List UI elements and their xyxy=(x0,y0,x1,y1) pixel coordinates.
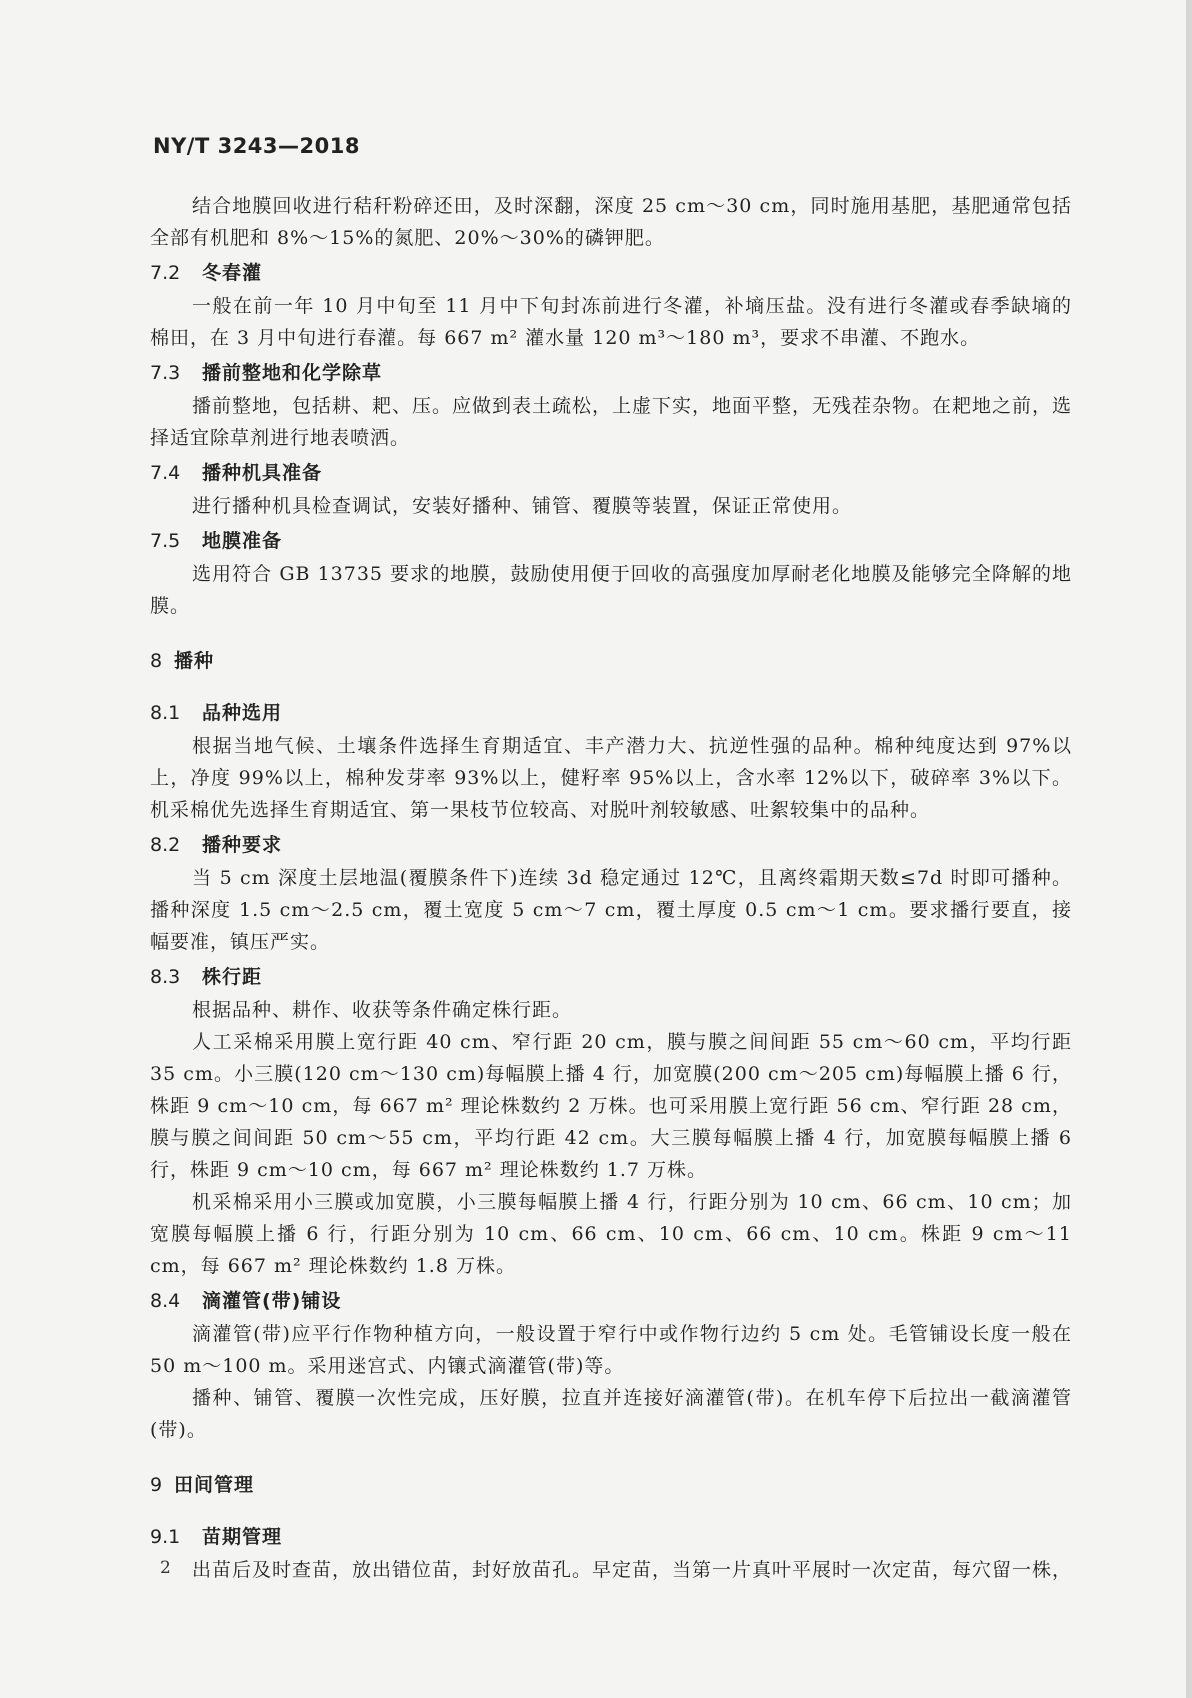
section-number: 8.1 xyxy=(150,702,181,724)
chapter-heading xyxy=(150,644,1072,678)
section-heading xyxy=(150,696,1072,730)
section-title: 播种机具准备 xyxy=(202,462,323,484)
section-heading xyxy=(150,828,1072,862)
chapter-heading xyxy=(150,1468,1072,1502)
section-title: 播种要求 xyxy=(202,834,283,856)
document-body xyxy=(150,190,1072,1586)
section-number: 7.2 xyxy=(150,262,181,284)
section-number: 8.3 xyxy=(150,966,181,988)
section-number: 9 xyxy=(150,1474,163,1496)
paragraph: 选用符合 GB 13735 要求的地膜，鼓励使用便于回收的高强度加厚耐老化地膜及能够完全降解的地膜。 xyxy=(150,563,1072,617)
section-title: 品种选用 xyxy=(202,702,283,724)
standard-code: NY/T 3243—2018 xyxy=(153,134,360,158)
section-heading xyxy=(150,256,1072,290)
paragraph: 滴灌管(带)应平行作物种植方向，一般设置于窄行中或作物行边约 5 cm 处。毛管铺设长度一般在 50 m～100 m。采用迷宫式、内镶式滴灌管(带)等。 xyxy=(150,1323,1072,1377)
paragraph: 根据品种、耕作、收获等条件确定株行距。 xyxy=(192,999,573,1021)
section-title: 播种 xyxy=(174,650,215,672)
section-title: 株行距 xyxy=(202,966,263,988)
section-heading xyxy=(150,524,1072,558)
section-title: 苗期管理 xyxy=(202,1526,283,1548)
section-heading xyxy=(150,1284,1072,1318)
paragraph: 人工采棉采用膜上宽行距 40 cm、窄行距 20 cm，膜与膜之间间距 55 cm～60 cm，平均行距 35 cm。小三膜(120 cm～130 cm)每幅膜上播 4 行，加宽膜(200 cm～205 cm)每幅膜上播 6 行，株距 9 cm～10 cm，每 667 m² 理论株数约 2 万株。也可采用膜上宽行距 56 cm、窄行距 28 cm，膜与膜之间间距 50 cm～55 cm，平均行距 42 cm。大三膜每幅膜上播 4 行，加宽膜每幅膜上播 6 行，株距 9 cm～10 cm，每 667 m² 理论株数约 1.7 万株。 xyxy=(150,1031,1072,1181)
paragraph: 当 5 cm 深度土层地温(覆膜条件下)连续 3d 稳定通过 12℃，且离终霜期天数≤7d 时即可播种。播种深度 1.5 cm～2.5 cm，覆土宽度 5 cm～7 cm，覆土厚度 0.5 cm～1 cm。要求播行要直，接幅要准，镇压严实。 xyxy=(150,867,1072,953)
paragraph: 一般在前一年 10 月中旬至 11 月中下旬封冻前进行冬灌，补墒压盐。没有进行冬灌或春季缺墒的棉田，在 3 月中旬进行春灌。每 667 m² 灌水量 120 m³～180 m³，要求不串灌、不跑水。 xyxy=(150,295,1072,349)
section-heading xyxy=(150,1520,1072,1554)
section-heading xyxy=(150,960,1072,994)
paragraph: 播种、铺管、覆膜一次性完成，压好膜，拉直并连接好滴灌管(带)。在机车停下后拉出一截滴灌管(带)。 xyxy=(150,1387,1072,1441)
section-number: 7.4 xyxy=(150,462,181,484)
paragraph: 结合地膜回收进行秸秆粉碎还田，及时深翻，深度 25 cm～30 cm，同时施用基肥，基肥通常包括全部有机肥和 8%～15%的氮肥、20%～30%的磷钾肥。 xyxy=(150,195,1072,249)
section-title: 冬春灌 xyxy=(202,262,263,284)
paragraph: 播前整地，包括耕、耙、压。应做到表土疏松，上虚下实，地面平整，无残茬杂物。在耙地之前，选择适宜除草剂进行地表喷洒。 xyxy=(150,395,1073,449)
section-number: 8.2 xyxy=(150,834,181,856)
page-number: 2 xyxy=(160,1558,171,1578)
section-number: 8 xyxy=(150,650,163,672)
section-title: 播前整地和化学除草 xyxy=(202,362,383,384)
section-heading xyxy=(150,456,1072,490)
section-number: 8.4 xyxy=(150,1290,181,1312)
section-title: 滴灌管(带)铺设 xyxy=(202,1290,342,1312)
paragraph: 出苗后及时查苗，放出错位苗，封好放苗孔。早定苗，当第一片真叶平展时一次定苗，每穴留一株， xyxy=(192,1559,1073,1581)
section-title: 田间管理 xyxy=(174,1474,255,1496)
section-number: 7.5 xyxy=(150,530,181,552)
paragraph: 进行播种机具检查调试，安装好播种、铺管、覆膜等装置，保证正常使用。 xyxy=(192,495,853,517)
paragraph: 根据当地气候、土壤条件选择生育期适宜、丰产潜力大、抗逆性强的品种。棉种纯度达到 97%以上，净度 99%以上，棉种发芽率 93%以上，健籽率 95%以上，含水率 12%以下，破碎率 3%以下。机采棉优先选择生育期适宜、第一果枝节位较高、对脱叶剂较敏感、吐絮较集中的品种。 xyxy=(150,735,1072,821)
section-heading xyxy=(150,356,1072,390)
section-number: 9.1 xyxy=(150,1526,181,1548)
section-title: 地膜准备 xyxy=(202,530,283,552)
paragraph: 机采棉采用小三膜或加宽膜，小三膜每幅膜上播 4 行，行距分别为 10 cm、66 cm、10 cm；加宽膜每幅膜上播 6 行，行距分别为 10 cm、66 cm、10 cm、66 cm、10 cm。株距 9 cm～11 cm，每 667 m² 理论株数约 1.8 万株。 xyxy=(150,1191,1072,1277)
section-number: 7.3 xyxy=(150,362,181,384)
scan-edge xyxy=(1186,0,1192,1698)
